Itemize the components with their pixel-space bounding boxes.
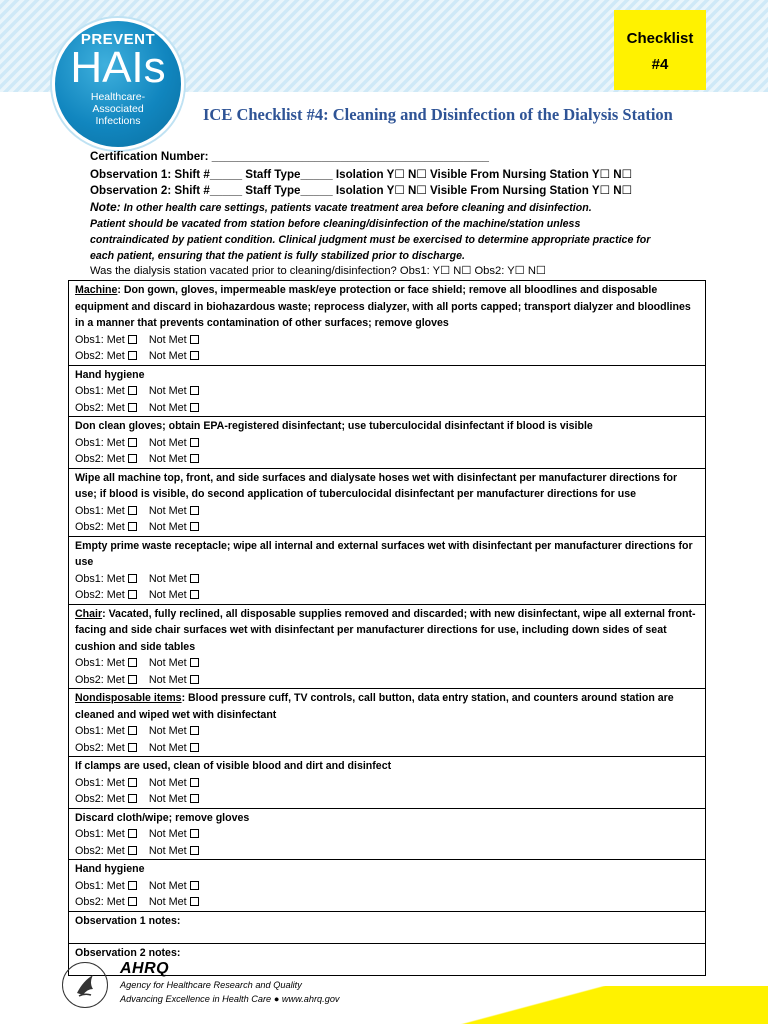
checklist-row — [69, 689, 705, 757]
obs1-not-met-checkbox[interactable] — [190, 881, 199, 890]
logo-sub-line: Healthcare- — [90, 91, 146, 103]
obs2-not-met-label: Not Met — [148, 401, 187, 414]
obs1-not-met-checkbox[interactable] — [190, 438, 199, 447]
obs2-met-label: Obs2: Met — [75, 350, 125, 362]
task-text: : Blood pressure cuff, TV controls, call button, data entry station, and counters around station are cleaned and wiped wet with disinfectant — [75, 692, 674, 721]
logo-sub-line: Associated — [92, 103, 144, 115]
hhs-seal-icon — [62, 962, 108, 1008]
obs1-not-met-checkbox[interactable] — [190, 829, 199, 838]
vacated-question[interactable]: Was the dialysis station vacated prior to cleaning/disinfection? Obs1: Y☐ N☐ Obs2: Y☐ N☐ — [90, 265, 546, 277]
obs1-met-label: Obs1: Met — [75, 879, 125, 892]
task-text: Discard cloth/wipe; remove gloves — [75, 811, 250, 824]
obs1-not-met-label: Not Met — [148, 657, 187, 669]
obs1-met-checkbox[interactable] — [128, 658, 137, 667]
task-text: Wipe all machine top, front, and side surfaces and dialysate hoses wet with disinfectant per manufacturer directions for use; if blood is visible, do second application of tuberculocidal disinfectant per manufacturer directions for use — [75, 471, 678, 500]
badge-line-1: Checklist — [626, 30, 694, 47]
logo-subtitle — [55, 91, 181, 127]
obs2-not-met-checkbox[interactable] — [190, 743, 199, 752]
obs2-met-checkbox[interactable] — [128, 454, 137, 463]
obs1-met-checkbox[interactable] — [128, 438, 137, 447]
task-description — [75, 606, 699, 656]
obs2-met-label: Obs2: Met — [75, 896, 125, 908]
obs2-line — [75, 519, 699, 536]
obs1-notes-field[interactable]: Observation 1 notes: — [69, 912, 705, 944]
obs2-not-met-label: Not Met — [148, 896, 187, 908]
obs2-met-checkbox[interactable] — [128, 351, 137, 360]
note-label: Note: — [90, 200, 121, 214]
obs1-line — [75, 655, 699, 672]
obs2-met-label: Obs2: Met — [75, 521, 125, 533]
observation-1-field[interactable]: Observation 1: Shift #_____ Staff Type_____ Isolation Y☐ N☐ Visible From Nursing Station Y☐ N☐ — [90, 168, 632, 181]
task-description — [75, 367, 699, 384]
obs2-met-label: Obs2: Met — [75, 589, 125, 601]
obs2-met-checkbox[interactable] — [128, 522, 137, 531]
checklist-row — [69, 860, 705, 912]
task-text: : Vacated, fully reclined, all disposable supplies removed and discarded; with new disinfectant, wipe all external front-facing and side chair surfaces wet with disinfectant per manufacturer directions for use, including down sides of seat cushion and side tables — [75, 607, 696, 653]
obs1-not-met-label: Not Met — [148, 879, 187, 892]
obs1-not-met-checkbox[interactable] — [190, 658, 199, 667]
obs1-line — [75, 826, 699, 843]
task-text: Hand hygiene — [75, 368, 145, 381]
obs2-met-checkbox[interactable] — [128, 403, 137, 412]
obs1-line — [75, 503, 699, 520]
obs1-line — [75, 435, 699, 452]
obs1-not-met-label: Not Met — [148, 436, 187, 449]
obs2-line — [75, 587, 699, 604]
obs2-line — [75, 843, 699, 860]
task-text: Hand hygiene — [75, 863, 145, 875]
checklist-row — [69, 469, 705, 537]
obs2-line — [75, 740, 699, 757]
checklist-row — [69, 417, 705, 469]
obs1-not-met-label: Not Met — [148, 572, 187, 585]
obs2-not-met-label: Not Met — [148, 741, 187, 754]
obs1-met-label: Obs1: Met — [75, 725, 125, 737]
obs2-met-checkbox[interactable] — [128, 846, 137, 855]
obs2-not-met-label: Not Met — [148, 350, 187, 362]
obs2-not-met-checkbox[interactable] — [190, 522, 199, 531]
obs1-met-checkbox[interactable] — [128, 506, 137, 515]
checklist-row — [69, 809, 705, 861]
task-description — [75, 418, 699, 435]
obs2-met-label: Obs2: Met — [75, 401, 125, 414]
obs1-line — [75, 383, 699, 400]
note-line-2: Patient should be vacated from station before cleaning/disinfection of the machine/station unless — [90, 218, 581, 230]
footer-accent-stripe — [396, 986, 768, 1024]
logo-prevent-text: PREVENT — [80, 31, 156, 48]
obs2-not-met-label: Not Met — [148, 844, 187, 857]
obs1-not-met-checkbox[interactable] — [190, 506, 199, 515]
obs1-not-met-checkbox[interactable] — [190, 386, 199, 395]
obs2-line — [75, 451, 699, 468]
obs2-not-met-checkbox[interactable] — [190, 351, 199, 360]
obs2-not-met-checkbox[interactable] — [190, 846, 199, 855]
checklist-row — [69, 605, 705, 690]
obs2-not-met-checkbox[interactable] — [190, 590, 199, 599]
checklist-row — [69, 757, 705, 809]
ahrq-agency-name: Agency for Healthcare Research and Quality — [120, 980, 302, 990]
task-description — [75, 810, 699, 827]
checklist-table — [68, 280, 706, 976]
obs1-not-met-label: Not Met — [148, 333, 187, 346]
obs2-line — [75, 894, 699, 911]
obs1-not-met-label: Not Met — [148, 504, 187, 517]
obs2-not-met-checkbox[interactable] — [190, 403, 199, 412]
obs1-line — [75, 571, 699, 588]
obs1-met-label: Obs1: Met — [75, 333, 125, 346]
certification-field[interactable]: Certification Number: ___________________________________________ — [90, 150, 490, 163]
obs2-met-checkbox[interactable] — [128, 590, 137, 599]
footer — [62, 958, 392, 1014]
obs1-line — [75, 723, 699, 740]
checklist-row — [69, 281, 705, 366]
task-description — [75, 282, 699, 332]
obs2-not-met-checkbox[interactable] — [190, 675, 199, 684]
logo-hais-text: HAIs — [70, 43, 166, 92]
obs1-met-label: Obs1: Met — [75, 828, 125, 840]
obs1-met-label: Obs1: Met — [75, 657, 125, 669]
obs1-met-label: Obs1: Met — [75, 436, 125, 449]
task-category-label: Nondisposable items — [75, 692, 182, 704]
obs2-met-checkbox[interactable] — [128, 675, 137, 684]
obs1-met-checkbox[interactable] — [128, 881, 137, 890]
ahrq-tagline: Advancing Excellence in Health Care ● www.ahrq.gov — [120, 994, 340, 1004]
obs1-not-met-label: Not Met — [148, 776, 187, 789]
badge-line-2: #4 — [651, 56, 669, 73]
obs1-line — [75, 878, 699, 895]
task-text: Don clean gloves; obtain EPA-registered disinfectant; use tuberculocidal disinfectant if blood is visible — [75, 420, 593, 432]
obs2-met-checkbox[interactable] — [128, 794, 137, 803]
obs2-not-met-label: Not Met — [148, 453, 187, 465]
obs2-not-met-label: Not Met — [148, 673, 187, 686]
obs2-met-label: Obs2: Met — [75, 844, 125, 857]
obs1-met-checkbox[interactable] — [128, 574, 137, 583]
obs2-met-checkbox[interactable] — [128, 897, 137, 906]
obs1-met-checkbox[interactable] — [128, 386, 137, 395]
task-description — [75, 758, 699, 775]
obs2-not-met-checkbox[interactable] — [190, 897, 199, 906]
obs1-line — [75, 332, 699, 349]
obs1-met-checkbox[interactable] — [128, 726, 137, 735]
note-line-3: contraindicated by patient condition. Clinical judgment must be exercised to determine appropriate practice for — [90, 234, 651, 246]
obs1-met-label: Obs1: Met — [75, 385, 125, 397]
task-description — [75, 861, 699, 878]
obs2-met-label: Obs2: Met — [75, 741, 125, 754]
checklist-row — [69, 366, 705, 418]
obs1-not-met-label: Not Met — [148, 385, 187, 397]
checklist-row — [69, 537, 705, 605]
task-text: : Don gown, gloves, impermeable mask/eye protection or face shield; remove all bloodlines and disposable equipment and discard in biohazardous waste; reprocess dialyzer, with all ports capped; transport dialyzer and bloodlines in a manner that prevents contamination of other surfaces; remove gloves — [75, 284, 691, 329]
obs2-not-met-label: Not Met — [148, 793, 187, 805]
obs1-not-met-checkbox[interactable] — [190, 574, 199, 583]
obs1-met-label: Obs1: Met — [75, 776, 125, 789]
obs2-notes-field[interactable]: Observation 2 notes: — [69, 944, 705, 976]
obs1-line — [75, 775, 699, 792]
obs1-met-checkbox[interactable] — [128, 778, 137, 787]
ahrq-logo: AHRQ — [120, 960, 170, 977]
obs2-not-met-checkbox[interactable] — [190, 794, 199, 803]
prevent-hais-logo — [52, 18, 184, 150]
obs1-met-label: Obs1: Met — [75, 504, 125, 517]
page-title: ICE Checklist #4: Cleaning and Disinfection of the Dialysis Station — [203, 105, 673, 124]
task-description — [75, 538, 699, 571]
obs2-met-label: Obs2: Met — [75, 673, 125, 686]
checklist-number-badge — [614, 10, 706, 90]
note-line-4: each patient, ensuring that the patient is fully stabilized prior to discharge. — [90, 250, 465, 262]
task-description — [75, 470, 699, 503]
obs2-line — [75, 348, 699, 365]
note-block — [90, 199, 690, 264]
task-category-label: Chair — [75, 607, 103, 620]
eagle-icon — [63, 963, 107, 1007]
logo-sub-line: Infections — [95, 115, 141, 127]
obs2-met-label: Obs2: Met — [75, 453, 125, 465]
obs2-not-met-label: Not Met — [148, 589, 187, 601]
obs1-not-met-checkbox[interactable] — [190, 778, 199, 787]
obs2-line — [75, 400, 699, 417]
obs1-not-met-label: Not Met — [148, 725, 187, 737]
task-text: Empty prime waste receptacle; wipe all internal and external surfaces wet with disinfectant per manufacturer directions for use — [75, 539, 693, 568]
task-text: If clamps are used, clean of visible blood and dirt and disinfect — [75, 760, 392, 772]
obs2-line — [75, 672, 699, 689]
obs2-met-label: Obs2: Met — [75, 793, 125, 805]
observation-2-field[interactable]: Observation 2: Shift #_____ Staff Type_____ Isolation Y☐ N☐ Visible From Nursing Station Y☐ N☐ — [90, 184, 632, 197]
obs2-not-met-label: Not Met — [148, 521, 187, 533]
obs1-not-met-checkbox[interactable] — [190, 726, 199, 735]
obs1-met-checkbox[interactable] — [128, 335, 137, 344]
obs2-line — [75, 791, 699, 808]
obs1-not-met-checkbox[interactable] — [190, 335, 199, 344]
obs1-not-met-label: Not Met — [148, 828, 187, 840]
note-text: In other health care settings, patients vacate treatment area before cleaning and disinfection. — [120, 202, 592, 214]
obs1-met-checkbox[interactable] — [128, 829, 137, 838]
obs1-met-label: Obs1: Met — [75, 572, 125, 585]
note-line-1 — [90, 199, 690, 216]
task-category-label: Machine — [75, 284, 118, 296]
obs2-met-checkbox[interactable] — [128, 743, 137, 752]
task-description — [75, 690, 699, 723]
obs2-not-met-checkbox[interactable] — [190, 454, 199, 463]
